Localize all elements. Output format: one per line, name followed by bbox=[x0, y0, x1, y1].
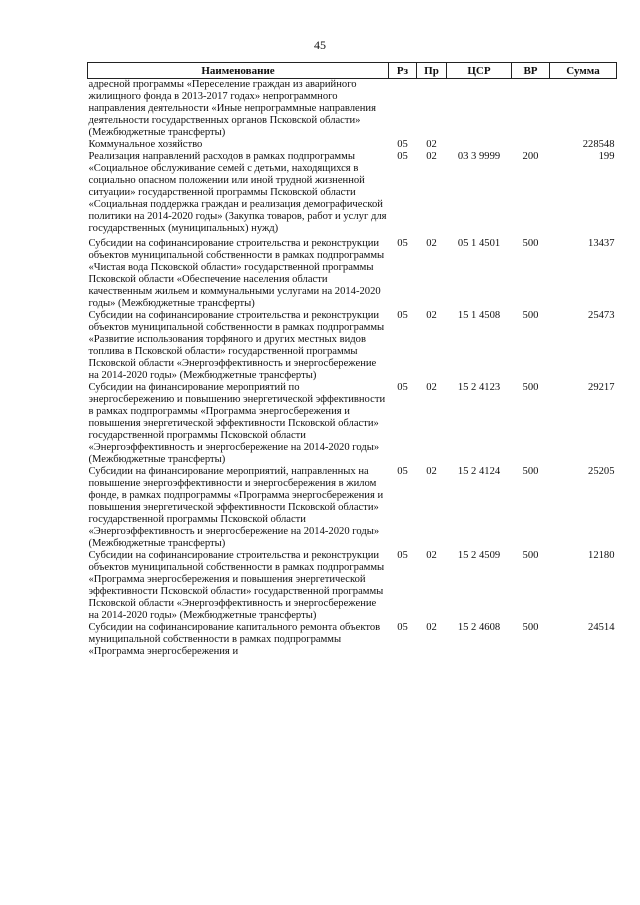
row-sum: 25205 bbox=[588, 466, 615, 477]
column-header-csr: ЦСР bbox=[447, 63, 512, 79]
table-row bbox=[88, 466, 617, 550]
column-header-pr: Пр bbox=[417, 63, 447, 79]
row-pr: 02 bbox=[426, 622, 437, 633]
row-vr bbox=[512, 139, 550, 151]
row-pr: 02 bbox=[426, 310, 437, 321]
row-pr bbox=[417, 79, 447, 140]
row-rz: 05 bbox=[397, 466, 408, 477]
row-csr: 15 2 4608 bbox=[457, 622, 501, 633]
row-vr bbox=[512, 79, 550, 140]
row-name: Субсидии на софинансирование строительства и реконструкции объектов муниципальной собственности в рамках подпрограммы «Развитие использования торфяного и других местных видов топлива в Псковской области» государственной программы Псковской области «Энергоэффективность и энергосбережение на 2014-2020 годы» (Межбюджетные трансферты) bbox=[88, 310, 385, 381]
row-vr: 500 bbox=[522, 550, 539, 561]
row-vr: 200 bbox=[522, 151, 539, 162]
row-name: Субсидии на софинансирование строительства и реконструкции объектов муниципальной собственности в рамках подпрограммы «Программа энергосбережения и повышения энергетической эффективности Псковской области» государственной программы Псковской области «Энергоэффективность и энергосбережение на 2014-2020 годы» (Межбюджетные трансферты) bbox=[88, 550, 385, 621]
row-sum: 12180 bbox=[588, 550, 615, 561]
table-row bbox=[88, 139, 617, 151]
row-sum: 199 bbox=[598, 151, 615, 162]
row-rz: 05 bbox=[397, 550, 408, 561]
table-header-row bbox=[88, 63, 617, 79]
row-sum: 24514 bbox=[588, 622, 615, 633]
row-rz: 05 bbox=[397, 622, 408, 633]
row-name: Коммунальное хозяйство bbox=[88, 139, 203, 150]
row-pr: 02 bbox=[426, 550, 437, 561]
row-csr: 05 1 4501 bbox=[457, 238, 501, 249]
row-name: Субсидии на софинансирование капитального ремонта объектов муниципальной собственности в рамках подпрограммы «Программа энергосбережения и bbox=[88, 622, 381, 657]
row-sum: 228548 bbox=[582, 139, 615, 150]
row-name: Субсидии на софинансирование строительства и реконструкции объектов муниципальной собственности в рамках подпрограммы «Чистая вода Псковской области» государственной программы Псковской области «Обеспечение населения области качественным жильем и коммунальными услугами на 2014-2020 годы» (Межбюджетные трансферты) bbox=[88, 238, 385, 309]
row-sum: 29217 bbox=[588, 382, 615, 393]
row-pr: 02 bbox=[426, 238, 437, 249]
row-csr: 15 1 4508 bbox=[457, 310, 501, 321]
table-row bbox=[88, 622, 617, 658]
row-csr: 03 3 9999 bbox=[457, 151, 501, 162]
row-vr: 500 bbox=[522, 382, 539, 393]
row-pr: 02 bbox=[426, 382, 437, 393]
budget-table bbox=[87, 62, 617, 658]
column-header-rz: Рз bbox=[389, 63, 417, 79]
row-csr: 15 2 4124 bbox=[457, 466, 501, 477]
column-header-name: Наименование bbox=[88, 63, 389, 79]
page-number: 45 bbox=[314, 38, 326, 52]
row-csr: 15 2 4123 bbox=[457, 382, 501, 393]
table-row bbox=[88, 151, 617, 235]
table-row bbox=[88, 79, 617, 140]
row-name: Субсидии на финансирование мероприятий по энергосбережению и повышению энергетической эффективности в рамках подпрограммы «Программа энергосбережения и повышения энергетической эффективности Псковской области» государственной программы Псковской области «Энергоэффективность и энергосбережение на 2014-2020 годы» (Межбюджетные трансферты) bbox=[88, 382, 386, 465]
row-sum: 13437 bbox=[588, 238, 615, 249]
row-rz: 05 bbox=[397, 382, 408, 393]
row-pr: 02 bbox=[426, 466, 437, 477]
row-vr: 500 bbox=[522, 238, 539, 249]
column-header-vr: ВР bbox=[512, 63, 550, 79]
row-vr: 500 bbox=[522, 466, 539, 477]
column-header-sum: Сумма bbox=[550, 63, 617, 79]
table-row bbox=[88, 550, 617, 622]
table-row bbox=[88, 382, 617, 466]
row-rz bbox=[389, 79, 417, 140]
row-name: Реализация направлений расходов в рамках подпрограммы «Социальное обслуживание семей с детьми, находящихся в социально опасном положении или иной трудной жизненной ситуации» государственной программы Псковской области «Социальная поддержка граждан и реализация демографической политики на 2014-2020 годы» (Закупка товаров, работ и услуг для государственных (муниципальных) нужд) bbox=[88, 151, 387, 234]
row-pr: 02 bbox=[426, 151, 437, 162]
row-csr bbox=[447, 79, 512, 140]
row-sum bbox=[550, 79, 617, 140]
row-vr: 500 bbox=[522, 622, 539, 633]
row-name: Субсидии на финансирование мероприятий, направленных на повышение энергоэффективности и энергосбережения в жилом фонде, в рамках подпрограммы «Программа энергосбережения и повышения энергетической эффективности Псковской области» государственной программы Псковской области «Энергоэффективность и энергосбережение на 2014-2020 годы» (Межбюджетные трансферты) bbox=[88, 466, 384, 549]
table-row bbox=[88, 310, 617, 382]
row-csr bbox=[447, 139, 512, 151]
table-row bbox=[88, 235, 617, 310]
row-csr: 15 2 4509 bbox=[457, 550, 501, 561]
row-rz: 05 bbox=[397, 238, 408, 249]
row-vr: 500 bbox=[522, 310, 539, 321]
row-rz: 05 bbox=[397, 310, 408, 321]
row-sum: 25473 bbox=[588, 310, 615, 321]
row-rz: 05 bbox=[397, 139, 408, 150]
row-rz: 05 bbox=[397, 151, 408, 162]
row-name: адресной программы «Переселение граждан из аварийного жилищного фонда в 2013-2017 годах» непрограммного направления деятельности «Иные непрограммные направления деятельности государственных органов Псковской области» (Межбюджетные трансферты) bbox=[88, 79, 376, 138]
row-pr: 02 bbox=[426, 139, 437, 150]
